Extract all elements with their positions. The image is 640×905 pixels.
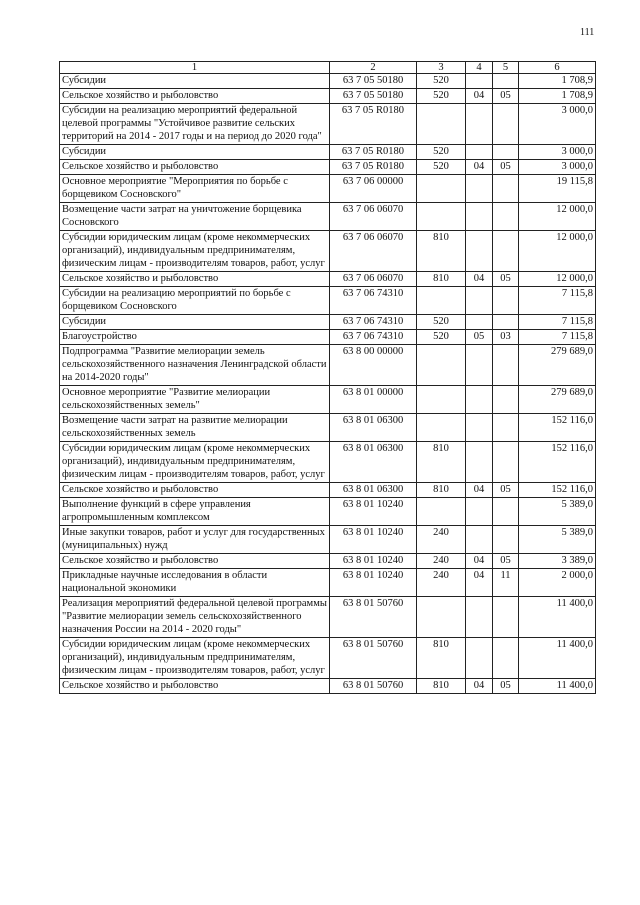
cell-section: 05 (466, 330, 493, 345)
budget-table-body (60, 62, 596, 694)
cell-name: Выполнение функций в сфере управления агропромышленным комплексом (60, 498, 330, 526)
cell-subsection: 05 (493, 89, 519, 104)
cell-name: Субсидии (60, 145, 330, 160)
cell-target-article: 63 7 06 06070 (330, 203, 417, 231)
cell-expense-type (417, 104, 466, 145)
cell-name: Благоустройство (60, 330, 330, 345)
cell-subsection (493, 203, 519, 231)
cell-subsection (493, 145, 519, 160)
header-row (60, 62, 596, 74)
cell-section (466, 442, 493, 483)
cell-subsection: 03 (493, 330, 519, 345)
table-row (60, 679, 596, 694)
cell-amount: 12 000,0 (519, 231, 596, 272)
cell-amount: 279 689,0 (519, 345, 596, 386)
table-row (60, 74, 596, 89)
cell-target-article: 63 7 05 50180 (330, 89, 417, 104)
cell-subsection (493, 414, 519, 442)
cell-expense-type: 520 (417, 315, 466, 330)
table-row (60, 272, 596, 287)
cell-subsection (493, 597, 519, 638)
table-row (60, 442, 596, 483)
cell-section: 04 (466, 160, 493, 175)
table-row (60, 203, 596, 231)
cell-expense-type: 520 (417, 145, 466, 160)
cell-subsection: 05 (493, 272, 519, 287)
cell-subsection: 11 (493, 569, 519, 597)
cell-target-article: 63 7 06 74310 (330, 330, 417, 345)
cell-name: Основное мероприятие "Развитие мелиорации сельскохозяйственных земель" (60, 386, 330, 414)
table-row (60, 569, 596, 597)
cell-target-article: 63 8 01 06300 (330, 414, 417, 442)
cell-amount: 3 000,0 (519, 145, 596, 160)
cell-amount: 5 389,0 (519, 526, 596, 554)
cell-section (466, 315, 493, 330)
cell-name: Субсидии на реализацию мероприятий федеральной целевой программы "Устойчивое развитие сельских территорий на 2014 - 2017 годы и на период до 2020 года" (60, 104, 330, 145)
cell-expense-type (417, 597, 466, 638)
cell-expense-type: 810 (417, 231, 466, 272)
cell-amount: 19 115,8 (519, 175, 596, 203)
cell-target-article: 63 7 06 74310 (330, 287, 417, 315)
cell-amount: 3 000,0 (519, 104, 596, 145)
cell-section (466, 203, 493, 231)
cell-section (466, 526, 493, 554)
header-cell-csr: 2 (330, 62, 417, 74)
cell-amount: 7 115,8 (519, 330, 596, 345)
cell-name: Субсидии на реализацию мероприятий по борьбе с борщевиком Сосновского (60, 287, 330, 315)
cell-section: 04 (466, 554, 493, 569)
cell-expense-type: 240 (417, 569, 466, 597)
cell-target-article: 63 8 00 00000 (330, 345, 417, 386)
cell-section (466, 104, 493, 145)
cell-amount: 7 115,8 (519, 315, 596, 330)
cell-name: Субсидии юридическим лицам (кроме некоммерческих организаций), индивидуальным предпринимателям, физическим лицам - производителям товаров, работ, услуг (60, 231, 330, 272)
cell-subsection: 05 (493, 160, 519, 175)
cell-target-article: 63 8 01 50760 (330, 679, 417, 694)
table-row (60, 145, 596, 160)
header-cell-sum: 6 (519, 62, 596, 74)
cell-target-article: 63 8 01 50760 (330, 638, 417, 679)
cell-name: Возмещение части затрат на уничтожение борщевика Сосновского (60, 203, 330, 231)
cell-amount: 12 000,0 (519, 272, 596, 287)
cell-section (466, 597, 493, 638)
cell-target-article: 63 7 05 R0180 (330, 160, 417, 175)
cell-subsection (493, 74, 519, 89)
cell-expense-type: 520 (417, 74, 466, 89)
header-cell-rz: 4 (466, 62, 493, 74)
cell-section (466, 498, 493, 526)
table-row (60, 483, 596, 498)
table-row (60, 315, 596, 330)
cell-name: Реализация мероприятий федеральной целевой программы "Развитие мелиорации земель сельскохозяйственного назначения России на 2014 - 2020 годы" (60, 597, 330, 638)
cell-target-article: 63 7 05 50180 (330, 74, 417, 89)
cell-target-article: 63 8 01 50760 (330, 597, 417, 638)
cell-section: 04 (466, 272, 493, 287)
cell-section (466, 145, 493, 160)
cell-name: Сельское хозяйство и рыболовство (60, 679, 330, 694)
table-row (60, 287, 596, 315)
cell-expense-type: 810 (417, 442, 466, 483)
cell-expense-type (417, 414, 466, 442)
cell-subsection (493, 638, 519, 679)
table-row (60, 160, 596, 175)
cell-expense-type (417, 175, 466, 203)
cell-amount: 5 389,0 (519, 498, 596, 526)
cell-subsection (493, 287, 519, 315)
cell-amount: 12 000,0 (519, 203, 596, 231)
budget-table (59, 61, 596, 694)
cell-expense-type: 810 (417, 483, 466, 498)
cell-target-article: 63 8 01 00000 (330, 386, 417, 414)
header-cell-name: 1 (60, 62, 330, 74)
cell-target-article: 63 8 01 06300 (330, 442, 417, 483)
cell-amount: 279 689,0 (519, 386, 596, 414)
cell-amount: 3 000,0 (519, 160, 596, 175)
table-row (60, 175, 596, 203)
cell-name: Основное мероприятие "Мероприятия по борьбе с борщевиком Сосновского" (60, 175, 330, 203)
cell-expense-type (417, 386, 466, 414)
cell-amount: 7 115,8 (519, 287, 596, 315)
cell-name: Сельское хозяйство и рыболовство (60, 483, 330, 498)
header-cell-pr: 5 (493, 62, 519, 74)
cell-section: 04 (466, 483, 493, 498)
cell-subsection (493, 442, 519, 483)
page-number: 111 (580, 27, 595, 38)
cell-target-article: 63 8 01 10240 (330, 569, 417, 597)
table-row (60, 330, 596, 345)
cell-target-article: 63 7 06 00000 (330, 175, 417, 203)
cell-section (466, 74, 493, 89)
cell-section: 04 (466, 569, 493, 597)
cell-expense-type: 810 (417, 272, 466, 287)
cell-subsection: 05 (493, 554, 519, 569)
cell-name: Сельское хозяйство и рыболовство (60, 89, 330, 104)
cell-name: Прикладные научные исследования в области национальной экономики (60, 569, 330, 597)
table-row (60, 345, 596, 386)
cell-amount: 152 116,0 (519, 483, 596, 498)
cell-name: Субсидии юридическим лицам (кроме некоммерческих организаций), индивидуальным предпринимателям, физическим лицам - производителям товаров, работ, услуг (60, 638, 330, 679)
cell-subsection (493, 175, 519, 203)
cell-section: 04 (466, 89, 493, 104)
cell-subsection (493, 526, 519, 554)
cell-section (466, 345, 493, 386)
cell-expense-type (417, 345, 466, 386)
cell-subsection: 05 (493, 483, 519, 498)
table-row (60, 414, 596, 442)
cell-name: Субсидии юридическим лицам (кроме некоммерческих организаций), индивидуальным предпринимателям, физическим лицам - производителям товаров, работ, услуг (60, 442, 330, 483)
table-row (60, 104, 596, 145)
cell-name: Субсидии (60, 74, 330, 89)
cell-target-article: 63 7 06 06070 (330, 231, 417, 272)
cell-section (466, 287, 493, 315)
cell-subsection (493, 345, 519, 386)
cell-expense-type (417, 203, 466, 231)
table-row (60, 89, 596, 104)
cell-amount: 11 400,0 (519, 679, 596, 694)
cell-name: Подпрограмма "Развитие мелиорации земель сельскохозяйственного назначения Ленинградской области на 2014-2020 годы" (60, 345, 330, 386)
cell-amount: 11 400,0 (519, 638, 596, 679)
table-row (60, 554, 596, 569)
table-row (60, 526, 596, 554)
table-row (60, 498, 596, 526)
cell-amount: 11 400,0 (519, 597, 596, 638)
cell-target-article: 63 8 01 10240 (330, 526, 417, 554)
cell-target-article: 63 7 05 R0180 (330, 104, 417, 145)
cell-amount: 1 708,9 (519, 89, 596, 104)
cell-expense-type: 240 (417, 554, 466, 569)
cell-subsection (493, 386, 519, 414)
cell-section: 04 (466, 679, 493, 694)
cell-expense-type (417, 287, 466, 315)
cell-name: Иные закупки товаров, работ и услуг для государственных (муниципальных) нужд (60, 526, 330, 554)
cell-name: Сельское хозяйство и рыболовство (60, 160, 330, 175)
cell-target-article: 63 7 06 74310 (330, 315, 417, 330)
cell-target-article: 63 8 01 10240 (330, 498, 417, 526)
cell-target-article: 63 8 01 10240 (330, 554, 417, 569)
cell-target-article: 63 7 05 R0180 (330, 145, 417, 160)
table-row (60, 231, 596, 272)
cell-subsection: 05 (493, 679, 519, 694)
cell-target-article: 63 8 01 06300 (330, 483, 417, 498)
table-row (60, 597, 596, 638)
cell-name: Сельское хозяйство и рыболовство (60, 554, 330, 569)
cell-name: Сельское хозяйство и рыболовство (60, 272, 330, 287)
table-row (60, 386, 596, 414)
header-cell-vr: 3 (417, 62, 466, 74)
cell-expense-type: 810 (417, 638, 466, 679)
cell-name: Субсидии (60, 315, 330, 330)
cell-amount: 2 000,0 (519, 569, 596, 597)
cell-section (466, 414, 493, 442)
table-row (60, 638, 596, 679)
cell-amount: 3 389,0 (519, 554, 596, 569)
cell-expense-type: 520 (417, 160, 466, 175)
cell-expense-type: 520 (417, 330, 466, 345)
cell-target-article: 63 7 06 06070 (330, 272, 417, 287)
cell-subsection (493, 231, 519, 272)
cell-subsection (493, 315, 519, 330)
cell-expense-type: 810 (417, 679, 466, 694)
cell-name: Возмещение части затрат на развитие мелиорации сельскохозяйственных земель (60, 414, 330, 442)
cell-section (466, 386, 493, 414)
cell-section (466, 231, 493, 272)
cell-subsection (493, 498, 519, 526)
cell-expense-type: 240 (417, 526, 466, 554)
cell-section (466, 638, 493, 679)
cell-amount: 152 116,0 (519, 414, 596, 442)
cell-amount: 152 116,0 (519, 442, 596, 483)
cell-subsection (493, 104, 519, 145)
cell-amount: 1 708,9 (519, 74, 596, 89)
cell-expense-type: 520 (417, 89, 466, 104)
cell-expense-type (417, 498, 466, 526)
cell-section (466, 175, 493, 203)
